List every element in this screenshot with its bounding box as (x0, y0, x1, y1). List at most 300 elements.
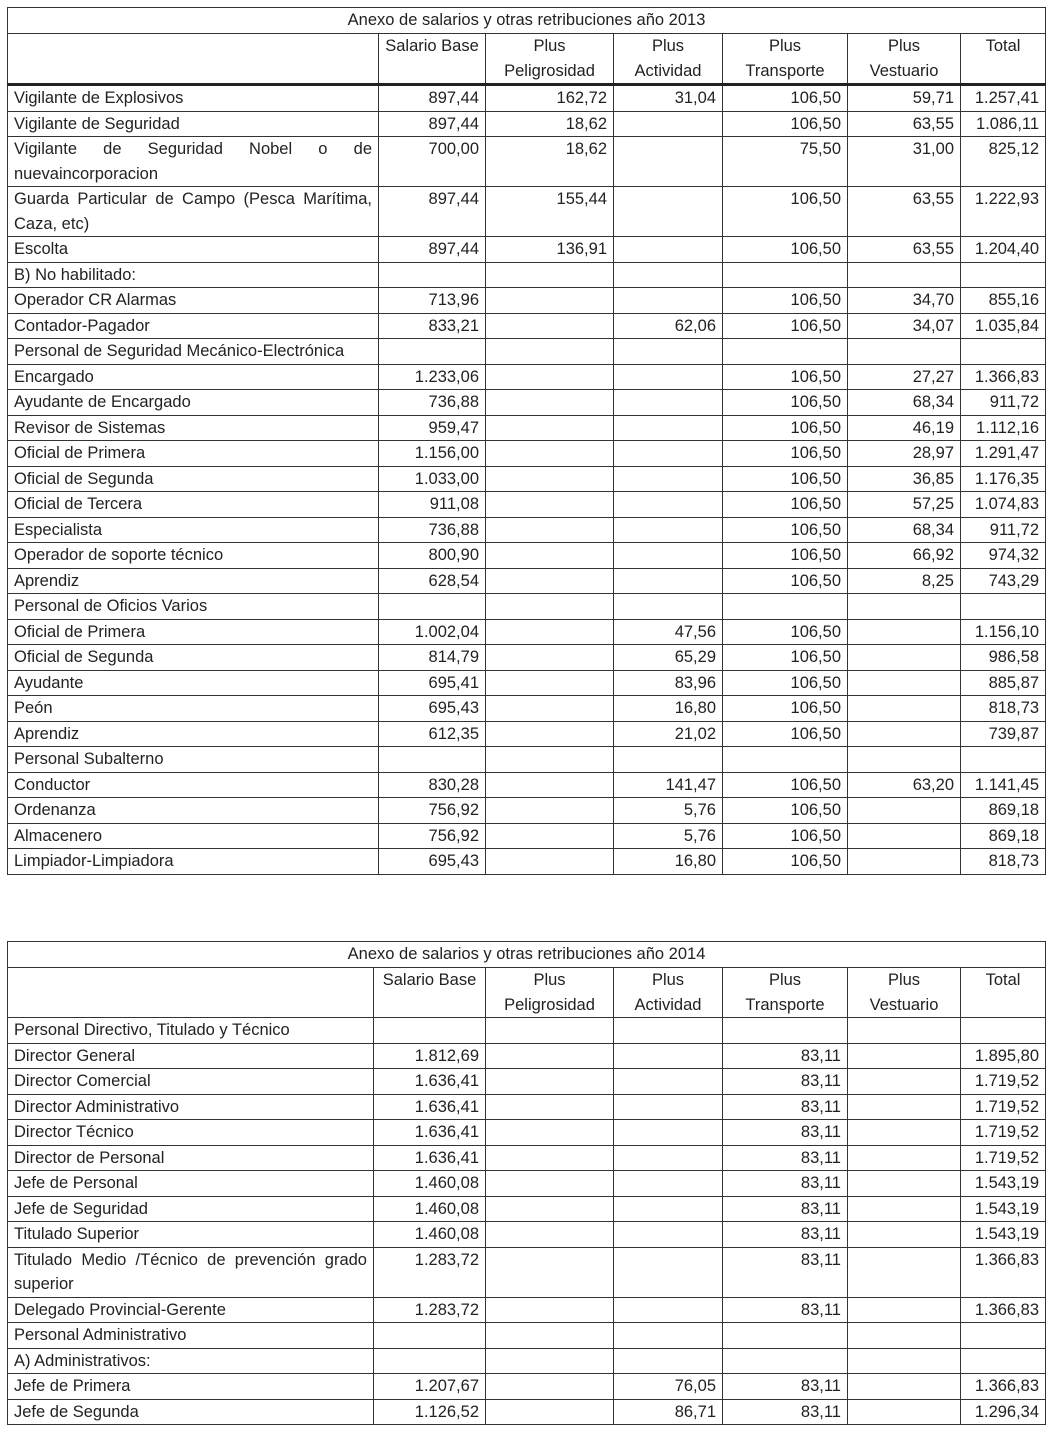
table-row (8, 1323, 1046, 1349)
cell-plus-transporte: 106,50 (723, 85, 848, 112)
cell-salario-base: 833,21 (379, 313, 486, 339)
cell-plus-transporte: 106,50 (723, 466, 848, 492)
table-row (8, 262, 1046, 288)
cell-plus-peligrosidad (486, 441, 614, 467)
cell-salario-base (379, 262, 486, 288)
cell-plus-transporte: 83,11 (723, 1196, 848, 1222)
cell-salario-base: 1.233,06 (379, 364, 486, 390)
column-header-salario-base: Salario Base (374, 968, 486, 1018)
table-row (8, 1120, 1046, 1146)
cell-salario-base: 612,35 (379, 721, 486, 747)
table-row (8, 288, 1046, 314)
cell-category: Jefe de Segunda (8, 1399, 374, 1425)
cell-category: Director de Personal (8, 1145, 374, 1171)
cell-plus-peligrosidad (486, 415, 614, 441)
cell-total: 869,18 (961, 798, 1046, 824)
cell-plus-peligrosidad (486, 1171, 614, 1197)
cell-category: Operador CR Alarmas (8, 288, 379, 314)
cell-plus-vestuario (848, 849, 961, 875)
cell-plus-actividad (614, 1222, 723, 1248)
cell-category: Aprendiz (8, 721, 379, 747)
cell-plus-vestuario (848, 1222, 961, 1248)
table-row (8, 137, 1046, 187)
cell-total: 1.366,83 (961, 1374, 1046, 1400)
cell-plus-transporte: 106,50 (723, 568, 848, 594)
cell-plus-transporte: 83,11 (723, 1043, 848, 1069)
cell-plus-vestuario (848, 670, 961, 696)
cell-plus-vestuario: 34,07 (848, 313, 961, 339)
cell-plus-vestuario (848, 747, 961, 773)
table-row (8, 696, 1046, 722)
cell-plus-vestuario (848, 1196, 961, 1222)
cell-plus-peligrosidad: 136,91 (486, 237, 614, 263)
cell-plus-peligrosidad (486, 568, 614, 594)
cell-category: Oficial de Tercera (8, 492, 379, 518)
cell-total: 1.719,52 (961, 1069, 1046, 1095)
cell-plus-peligrosidad (486, 1018, 614, 1044)
cell-total (961, 747, 1046, 773)
cell-plus-transporte: 106,50 (723, 111, 848, 137)
cell-plus-peligrosidad (486, 772, 614, 798)
cell-plus-peligrosidad (486, 696, 614, 722)
table-row (8, 1399, 1046, 1425)
cell-plus-vestuario: 66,92 (848, 543, 961, 569)
cell-plus-vestuario (848, 1043, 961, 1069)
cell-plus-actividad (614, 415, 723, 441)
cell-plus-peligrosidad (486, 1043, 614, 1069)
cell-salario-base: 897,44 (379, 85, 486, 112)
cell-plus-vestuario: 59,71 (848, 85, 961, 112)
cell-plus-transporte: 106,50 (723, 670, 848, 696)
cell-salario-base: 1.460,08 (374, 1222, 486, 1248)
cell-total: 885,87 (961, 670, 1046, 696)
cell-category: Revisor de Sistemas (8, 415, 379, 441)
cell-category: Guarda Particular de Campo (Pesca Marítima, Caza, etc) (8, 187, 379, 237)
cell-plus-transporte: 83,11 (723, 1094, 848, 1120)
cell-total (961, 1323, 1046, 1349)
cell-plus-peligrosidad (486, 721, 614, 747)
cell-plus-peligrosidad (486, 1222, 614, 1248)
cell-salario-base: 713,96 (379, 288, 486, 314)
cell-plus-actividad (614, 1018, 723, 1044)
cell-category: Personal Subalterno (8, 747, 379, 773)
cell-plus-vestuario (848, 645, 961, 671)
cell-plus-peligrosidad (486, 543, 614, 569)
table-row (8, 1171, 1046, 1197)
cell-plus-vestuario (848, 339, 961, 365)
cell-plus-transporte (723, 1323, 848, 1349)
cell-plus-transporte: 106,50 (723, 313, 848, 339)
cell-plus-vestuario: 63,55 (848, 111, 961, 137)
cell-plus-peligrosidad (486, 466, 614, 492)
cell-salario-base: 1.156,00 (379, 441, 486, 467)
cell-salario-base: 1.283,72 (374, 1247, 486, 1297)
cell-plus-transporte: 106,50 (723, 798, 848, 824)
cell-plus-actividad (614, 390, 723, 416)
table-row (8, 594, 1046, 620)
cell-plus-actividad (614, 262, 723, 288)
column-header-plus-vestuario: Plus Vestuario (848, 968, 961, 1018)
cell-salario-base (379, 594, 486, 620)
cell-total: 1.543,19 (961, 1222, 1046, 1248)
cell-salario-base: 1.636,41 (374, 1145, 486, 1171)
cell-plus-transporte (723, 747, 848, 773)
column-header-total: Total (961, 34, 1046, 85)
cell-salario-base: 695,41 (379, 670, 486, 696)
cell-total: 1.895,80 (961, 1043, 1046, 1069)
cell-plus-vestuario (848, 1247, 961, 1297)
column-header-plus-transporte: Plus Transporte (723, 968, 848, 1018)
cell-category: Director Comercial (8, 1069, 374, 1095)
cell-category: Jefe de Primera (8, 1374, 374, 1400)
cell-plus-actividad: 16,80 (614, 696, 723, 722)
table-row (8, 721, 1046, 747)
cell-category: Escolta (8, 237, 379, 263)
cell-plus-peligrosidad (486, 1399, 614, 1425)
cell-category: Titulado Superior (8, 1222, 374, 1248)
cell-plus-peligrosidad (486, 619, 614, 645)
cell-plus-peligrosidad (486, 645, 614, 671)
cell-plus-vestuario (848, 1069, 961, 1095)
cell-plus-vestuario (848, 823, 961, 849)
cell-plus-peligrosidad (486, 390, 614, 416)
table-row (8, 1196, 1046, 1222)
cell-category: Personal Administrativo (8, 1323, 374, 1349)
table-row (8, 1018, 1046, 1044)
cell-category: Titulado Medio /Técnico de prevención grado superior (8, 1247, 374, 1297)
column-header-salario-base: Salario Base (379, 34, 486, 85)
cell-salario-base: 1.636,41 (374, 1094, 486, 1120)
cell-plus-vestuario (848, 1120, 961, 1146)
cell-plus-peligrosidad (486, 1069, 614, 1095)
cell-plus-vestuario (848, 798, 961, 824)
table-title: Anexo de salarios y otras retribuciones año 2013 (8, 8, 1046, 34)
cell-category: Director General (8, 1043, 374, 1069)
cell-plus-vestuario: 31,00 (848, 137, 961, 187)
cell-total: 1.156,10 (961, 619, 1046, 645)
cell-plus-transporte: 106,50 (723, 543, 848, 569)
cell-plus-actividad: 65,29 (614, 645, 723, 671)
cell-category: Limpiador-Limpiadora (8, 849, 379, 875)
cell-plus-peligrosidad (486, 849, 614, 875)
cell-plus-actividad (614, 1120, 723, 1146)
table-row (8, 187, 1046, 237)
cell-category: Conductor (8, 772, 379, 798)
cell-salario-base: 911,08 (379, 492, 486, 518)
cell-plus-transporte: 75,50 (723, 137, 848, 187)
cell-plus-actividad (614, 568, 723, 594)
cell-plus-actividad: 83,96 (614, 670, 723, 696)
cell-plus-peligrosidad (486, 1374, 614, 1400)
cell-total: 1.112,16 (961, 415, 1046, 441)
cell-plus-peligrosidad (486, 288, 614, 314)
cell-plus-peligrosidad (486, 262, 614, 288)
cell-plus-peligrosidad (486, 1094, 614, 1120)
cell-category: Contador-Pagador (8, 313, 379, 339)
cell-salario-base: 830,28 (379, 772, 486, 798)
cell-plus-vestuario: 63,55 (848, 187, 961, 237)
cell-plus-actividad (614, 517, 723, 543)
cell-salario-base (374, 1348, 486, 1374)
cell-plus-actividad: 62,06 (614, 313, 723, 339)
cell-plus-transporte: 106,50 (723, 696, 848, 722)
cell-salario-base: 1.636,41 (374, 1069, 486, 1095)
cell-category: Almacenero (8, 823, 379, 849)
cell-category: Oficial de Primera (8, 619, 379, 645)
cell-plus-actividad (614, 111, 723, 137)
cell-plus-vestuario (848, 1171, 961, 1197)
cell-plus-transporte (723, 339, 848, 365)
table-row (8, 1222, 1046, 1248)
table-row (8, 1094, 1046, 1120)
cell-plus-transporte (723, 1018, 848, 1044)
cell-plus-peligrosidad (486, 1145, 614, 1171)
cell-plus-peligrosidad (486, 517, 614, 543)
table-row (8, 313, 1046, 339)
cell-plus-vestuario (848, 1348, 961, 1374)
cell-plus-vestuario (848, 1018, 961, 1044)
cell-salario-base: 628,54 (379, 568, 486, 594)
cell-plus-vestuario: 68,34 (848, 390, 961, 416)
cell-salario-base: 1.033,00 (379, 466, 486, 492)
cell-salario-base: 736,88 (379, 517, 486, 543)
cell-category: Jefe de Seguridad (8, 1196, 374, 1222)
table-row (8, 517, 1046, 543)
cell-total (961, 1018, 1046, 1044)
cell-plus-peligrosidad (486, 594, 614, 620)
cell-salario-base: 1.812,69 (374, 1043, 486, 1069)
cell-plus-actividad (614, 441, 723, 467)
cell-category: Personal Directivo, Titulado y Técnico (8, 1018, 374, 1044)
cell-plus-peligrosidad (486, 492, 614, 518)
cell-total: 818,73 (961, 849, 1046, 875)
cell-plus-peligrosidad (486, 1323, 614, 1349)
cell-category: Oficial de Segunda (8, 466, 379, 492)
cell-category: Personal de Oficios Varios (8, 594, 379, 620)
cell-plus-transporte: 106,50 (723, 849, 848, 875)
cell-plus-actividad (614, 747, 723, 773)
cell-plus-actividad: 5,76 (614, 823, 723, 849)
cell-plus-peligrosidad: 18,62 (486, 137, 614, 187)
cell-salario-base (374, 1323, 486, 1349)
cell-plus-actividad (614, 339, 723, 365)
cell-plus-vestuario: 27,27 (848, 364, 961, 390)
table-body (8, 85, 1046, 875)
table-row (8, 1145, 1046, 1171)
cell-total: 1.141,45 (961, 772, 1046, 798)
cell-total: 855,16 (961, 288, 1046, 314)
cell-plus-transporte: 106,50 (723, 364, 848, 390)
cell-plus-vestuario (848, 696, 961, 722)
cell-salario-base: 695,43 (379, 849, 486, 875)
cell-category: Ayudante (8, 670, 379, 696)
cell-salario-base: 700,00 (379, 137, 486, 187)
cell-total: 974,32 (961, 543, 1046, 569)
cell-salario-base: 1.636,41 (374, 1120, 486, 1146)
cell-total: 1.222,93 (961, 187, 1046, 237)
cell-plus-vestuario: 63,55 (848, 237, 961, 263)
cell-plus-vestuario: 46,19 (848, 415, 961, 441)
cell-total (961, 339, 1046, 365)
cell-plus-vestuario (848, 721, 961, 747)
cell-category: Aprendiz (8, 568, 379, 594)
cell-category: Vigilante de Explosivos (8, 85, 379, 112)
cell-total (961, 1348, 1046, 1374)
cell-salario-base: 1.460,08 (374, 1171, 486, 1197)
cell-plus-actividad (614, 1171, 723, 1197)
cell-total: 1.257,41 (961, 85, 1046, 112)
cell-category: Encargado (8, 364, 379, 390)
cell-plus-actividad (614, 137, 723, 187)
cell-plus-peligrosidad (486, 747, 614, 773)
cell-total: 739,87 (961, 721, 1046, 747)
column-header-category (8, 34, 379, 85)
cell-salario-base: 756,92 (379, 798, 486, 824)
table-row (8, 645, 1046, 671)
table-row (8, 390, 1046, 416)
cell-plus-vestuario (848, 619, 961, 645)
cell-plus-vestuario: 34,70 (848, 288, 961, 314)
column-header-plus-transporte: Plus Transporte (723, 34, 848, 85)
cell-plus-peligrosidad (486, 364, 614, 390)
cell-category: Oficial de Primera (8, 441, 379, 467)
cell-plus-transporte: 106,50 (723, 517, 848, 543)
cell-plus-actividad (614, 466, 723, 492)
cell-plus-transporte: 83,11 (723, 1374, 848, 1400)
cell-total (961, 262, 1046, 288)
cell-salario-base: 1.460,08 (374, 1196, 486, 1222)
cell-plus-vestuario (848, 1374, 961, 1400)
cell-plus-transporte: 106,50 (723, 187, 848, 237)
cell-plus-actividad (614, 1043, 723, 1069)
cell-total: 1.204,40 (961, 237, 1046, 263)
cell-plus-peligrosidad (486, 823, 614, 849)
cell-plus-transporte: 106,50 (723, 415, 848, 441)
table-row (8, 415, 1046, 441)
cell-plus-transporte: 106,50 (723, 619, 848, 645)
cell-plus-transporte: 83,11 (723, 1145, 848, 1171)
cell-plus-vestuario (848, 1145, 961, 1171)
cell-plus-transporte: 106,50 (723, 288, 848, 314)
column-header-plus-actividad: Plus Actividad (614, 968, 723, 1018)
cell-plus-actividad (614, 1348, 723, 1374)
cell-plus-transporte: 106,50 (723, 721, 848, 747)
cell-plus-peligrosidad (486, 339, 614, 365)
cell-category: Director Técnico (8, 1120, 374, 1146)
cell-total: 1.719,52 (961, 1120, 1046, 1146)
table-row (8, 823, 1046, 849)
cell-total: 825,12 (961, 137, 1046, 187)
cell-plus-peligrosidad (486, 1120, 614, 1146)
table-row (8, 543, 1046, 569)
cell-plus-actividad: 5,76 (614, 798, 723, 824)
cell-total: 1.074,83 (961, 492, 1046, 518)
table-row (8, 1374, 1046, 1400)
cell-salario-base: 1.283,72 (374, 1297, 486, 1323)
cell-total: 986,58 (961, 645, 1046, 671)
cell-salario-base (374, 1018, 486, 1044)
column-header-plus-actividad: Plus Actividad (614, 34, 723, 85)
column-header-category (8, 968, 374, 1018)
cell-category: Oficial de Segunda (8, 645, 379, 671)
cell-plus-vestuario: 36,85 (848, 466, 961, 492)
cell-total: 1.035,84 (961, 313, 1046, 339)
column-header-plus-vestuario: Plus Vestuario (848, 34, 961, 85)
cell-total: 1.291,47 (961, 441, 1046, 467)
cell-total: 1.296,34 (961, 1399, 1046, 1425)
cell-plus-actividad: 76,05 (614, 1374, 723, 1400)
cell-plus-actividad (614, 594, 723, 620)
cell-plus-actividad (614, 1196, 723, 1222)
table-row (8, 619, 1046, 645)
table-row (8, 85, 1046, 112)
cell-total: 911,72 (961, 390, 1046, 416)
cell-plus-actividad (614, 1323, 723, 1349)
table-row (8, 568, 1046, 594)
cell-plus-actividad (614, 187, 723, 237)
cell-total: 911,72 (961, 517, 1046, 543)
cell-plus-vestuario (848, 262, 961, 288)
cell-plus-transporte: 83,11 (723, 1120, 848, 1146)
cell-category: Vigilante de Seguridad Nobel o de nuevaincorporacion (8, 137, 379, 187)
table-row (8, 772, 1046, 798)
cell-plus-peligrosidad (486, 670, 614, 696)
cell-salario-base (379, 339, 486, 365)
table-row (8, 466, 1046, 492)
cell-plus-peligrosidad: 155,44 (486, 187, 614, 237)
table-row (8, 492, 1046, 518)
table-row (8, 1043, 1046, 1069)
cell-plus-transporte: 83,11 (723, 1247, 848, 1297)
cell-plus-actividad: 86,71 (614, 1399, 723, 1425)
cell-plus-vestuario: 63,20 (848, 772, 961, 798)
cell-plus-actividad (614, 543, 723, 569)
cell-plus-peligrosidad: 18,62 (486, 111, 614, 137)
cell-plus-transporte (723, 262, 848, 288)
cell-plus-vestuario: 8,25 (848, 568, 961, 594)
cell-plus-actividad (614, 364, 723, 390)
cell-plus-actividad (614, 288, 723, 314)
cell-total: 1.366,83 (961, 1247, 1046, 1297)
cell-salario-base: 736,88 (379, 390, 486, 416)
cell-plus-transporte: 83,11 (723, 1222, 848, 1248)
cell-total (961, 594, 1046, 620)
cell-plus-actividad: 21,02 (614, 721, 723, 747)
cell-plus-transporte (723, 594, 848, 620)
cell-plus-actividad (614, 1069, 723, 1095)
table-body (8, 1018, 1046, 1425)
cell-salario-base: 897,44 (379, 237, 486, 263)
cell-category: Delegado Provincial-Gerente (8, 1297, 374, 1323)
cell-total: 1.176,35 (961, 466, 1046, 492)
cell-plus-vestuario: 57,25 (848, 492, 961, 518)
cell-category: Peón (8, 696, 379, 722)
cell-plus-transporte: 106,50 (723, 390, 848, 416)
cell-plus-vestuario: 68,34 (848, 517, 961, 543)
cell-plus-transporte: 106,50 (723, 441, 848, 467)
cell-salario-base: 1.207,67 (374, 1374, 486, 1400)
cell-category: Especialista (8, 517, 379, 543)
cell-plus-vestuario: 28,97 (848, 441, 961, 467)
column-header-total: Total (961, 968, 1046, 1018)
cell-total: 818,73 (961, 696, 1046, 722)
table-row (8, 111, 1046, 137)
cell-plus-peligrosidad (486, 1247, 614, 1297)
cell-plus-vestuario (848, 1094, 961, 1120)
cell-plus-transporte: 83,11 (723, 1297, 848, 1323)
cell-plus-actividad: 31,04 (614, 85, 723, 112)
cell-salario-base: 814,79 (379, 645, 486, 671)
